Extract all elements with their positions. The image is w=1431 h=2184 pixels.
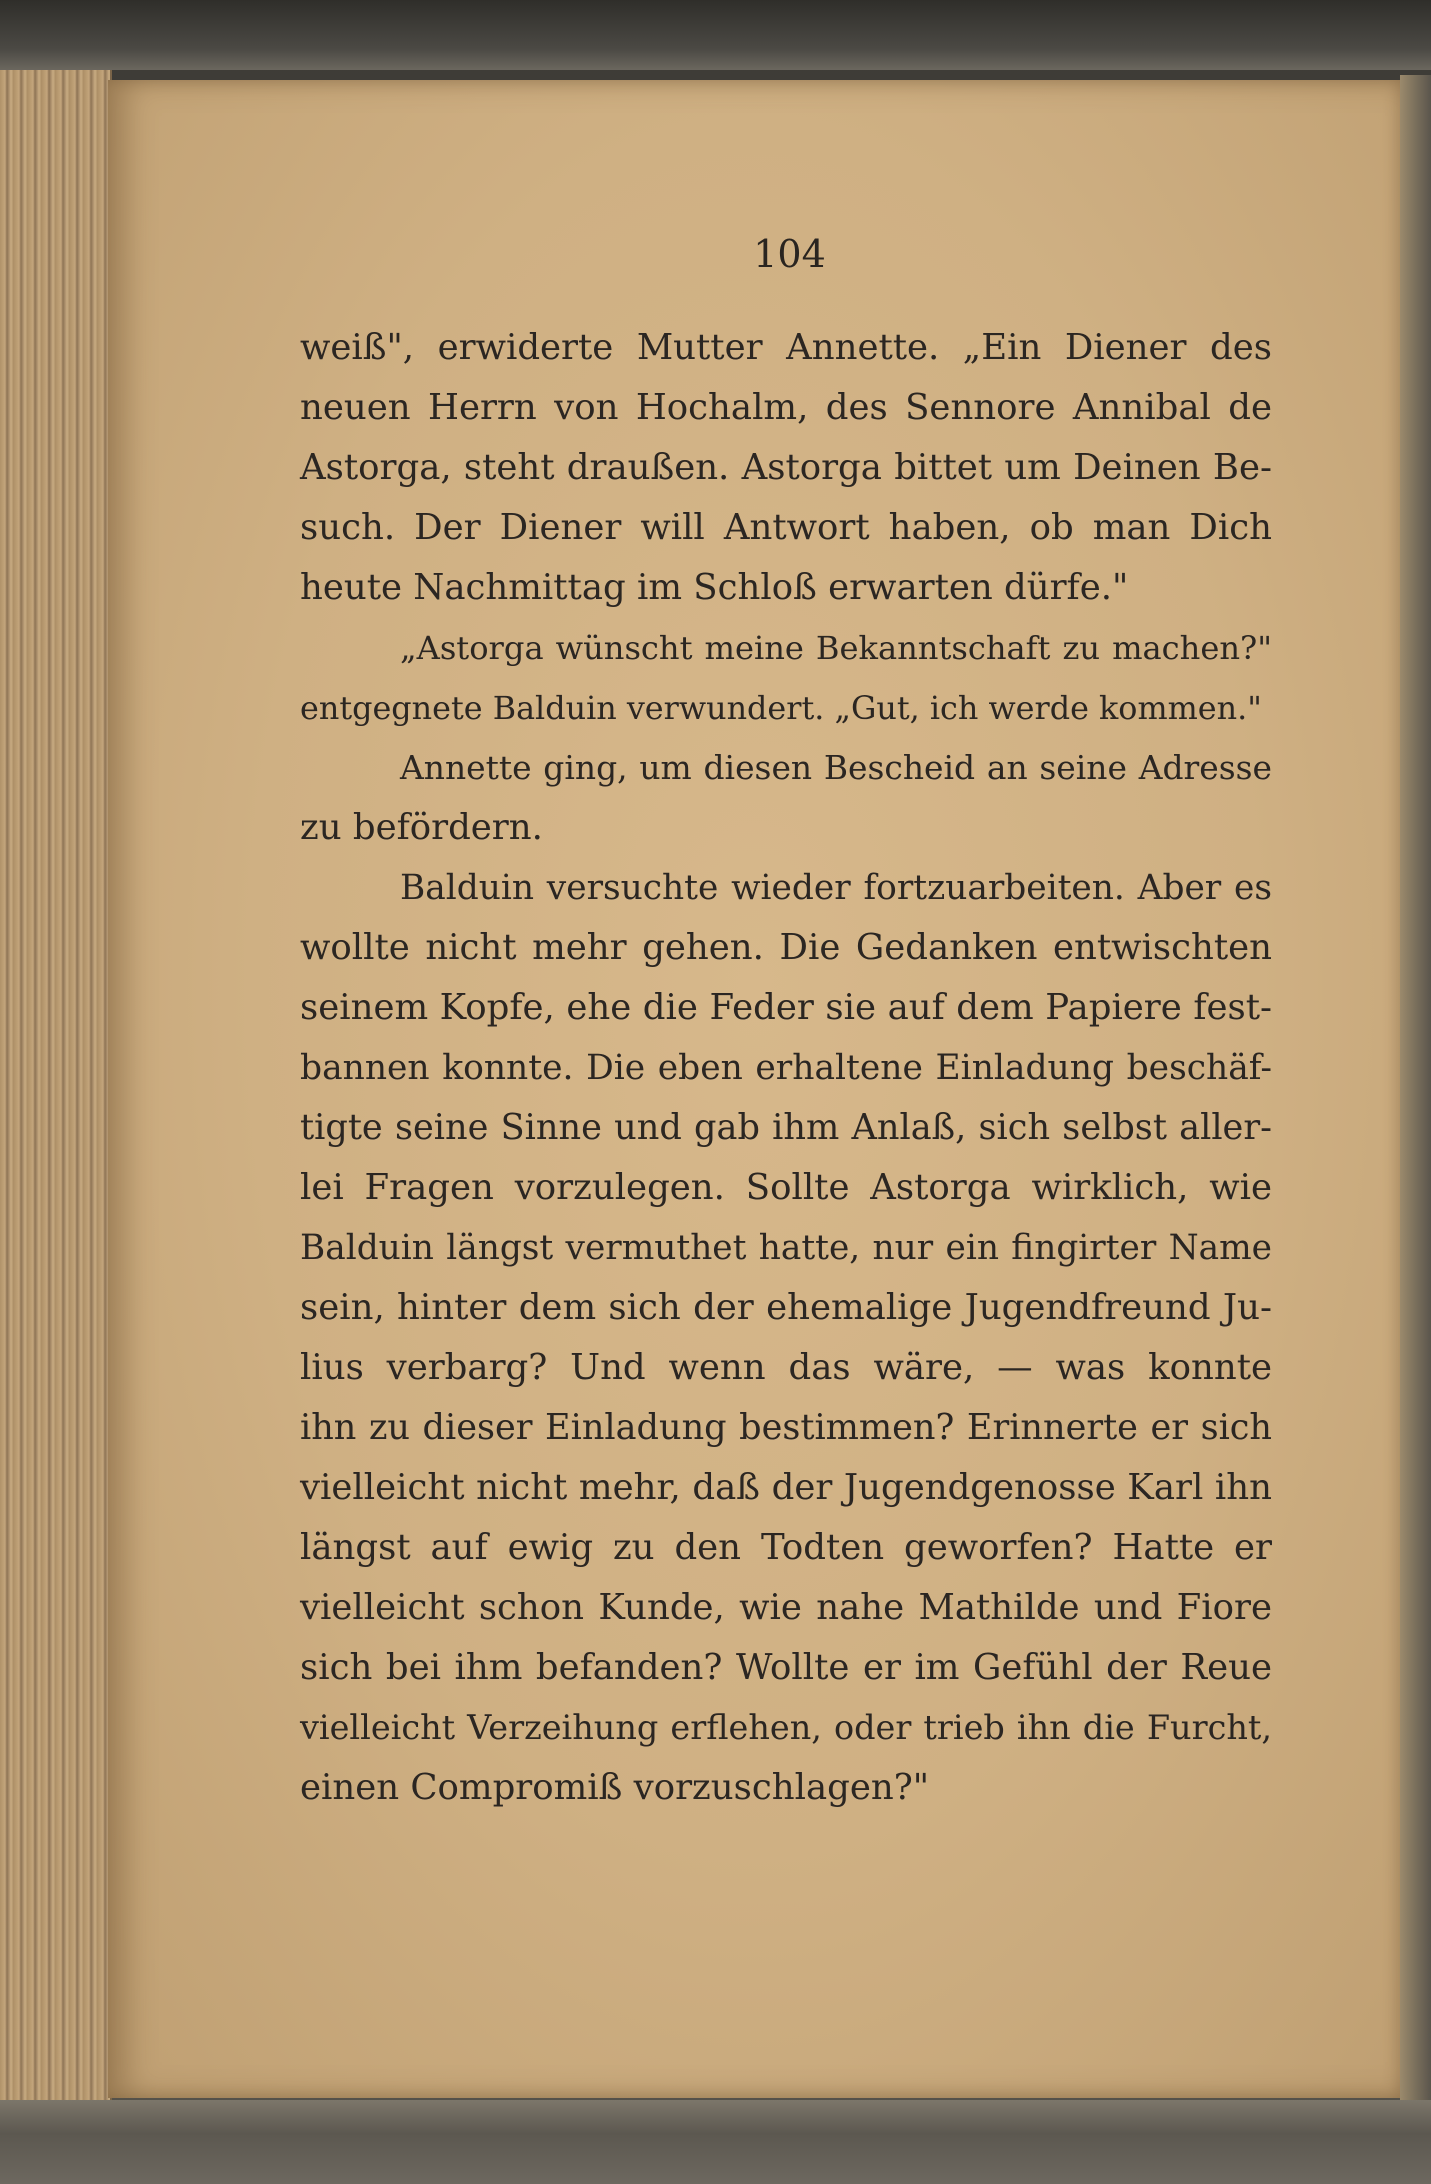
text-line: lius verbarg? Und wenn das wäre, — was konnte	[300, 1347, 1272, 1388]
text-line: einen Compromiß vorzuschlagen?"	[300, 1767, 930, 1808]
top-book-edge	[0, 0, 1431, 70]
text-line: Astorga, steht draußen. Astorga bittet um Deinen Be-	[300, 447, 1272, 488]
text-line: sich bei ihm befanden? Wollte er im Gefühl der Reue	[300, 1647, 1272, 1688]
text-line: zu befördern.	[300, 807, 543, 848]
text-line: vielleicht Verzeihung erflehen, oder trieb ihn die Furcht,	[300, 1708, 1272, 1747]
text-line: seinem Kopfe, ehe die Feder sie auf dem Papiere fest-	[300, 987, 1272, 1028]
text-line: tigte seine Sinne und gab ihm Anlaß, sich selbst aller-	[300, 1107, 1272, 1148]
text-line: such. Der Diener will Antwort haben, ob man Dich	[300, 507, 1272, 548]
page-stack-edge	[0, 70, 112, 2100]
text-line: heute Nachmittag im Schloß erwarten dürfe."	[300, 567, 1129, 608]
bottom-book-edge	[0, 2100, 1431, 2184]
body-text	[300, 318, 1272, 1818]
text-line: wollte nicht mehr gehen. Die Gedanken entwischten	[300, 927, 1272, 968]
text-line: vielleicht schon Kunde, wie nahe Mathilde und Fiore	[300, 1587, 1272, 1628]
text-line: ihn zu dieser Einladung bestimmen? Erinnerte er sich	[300, 1407, 1272, 1448]
text-line: Annette ging, um diesen Bescheid an seine Adresse	[400, 748, 1272, 787]
text-line: neuen Herrn von Hochalm, des Sennore Annibal de	[300, 387, 1272, 428]
text-line: bannen konnte. Die eben erhaltene Einladung beschäf-	[300, 1048, 1272, 1088]
text-line: sein, hinter dem sich der ehemalige Jugendfreund Ju-	[300, 1287, 1272, 1328]
page-number: 104	[753, 232, 826, 276]
text-line: Balduin längst vermuthet hatte, nur ein fingirter Name	[300, 1228, 1272, 1268]
text-line: entgegnete Balduin verwundert. „Gut, ich werde kommen."	[300, 689, 1262, 727]
book-binding	[1400, 75, 1431, 2100]
text-line: weiß", erwiderte Mutter Annette. „Ein Diener des	[300, 327, 1272, 368]
text-line: lei Fragen vorzulegen. Sollte Astorga wirklich, wie	[300, 1167, 1272, 1208]
text-line: längst auf ewig zu den Todten geworfen? Hatte er	[300, 1527, 1272, 1568]
text-line: „Astorga wünscht meine Bekanntschaft zu machen?"	[400, 629, 1272, 667]
text-line: Balduin versuchte wieder fortzuarbeiten. Aber es	[400, 868, 1272, 908]
text-line: vielleicht nicht mehr, daß der Jugendgenosse Karl ihn	[300, 1467, 1272, 1508]
